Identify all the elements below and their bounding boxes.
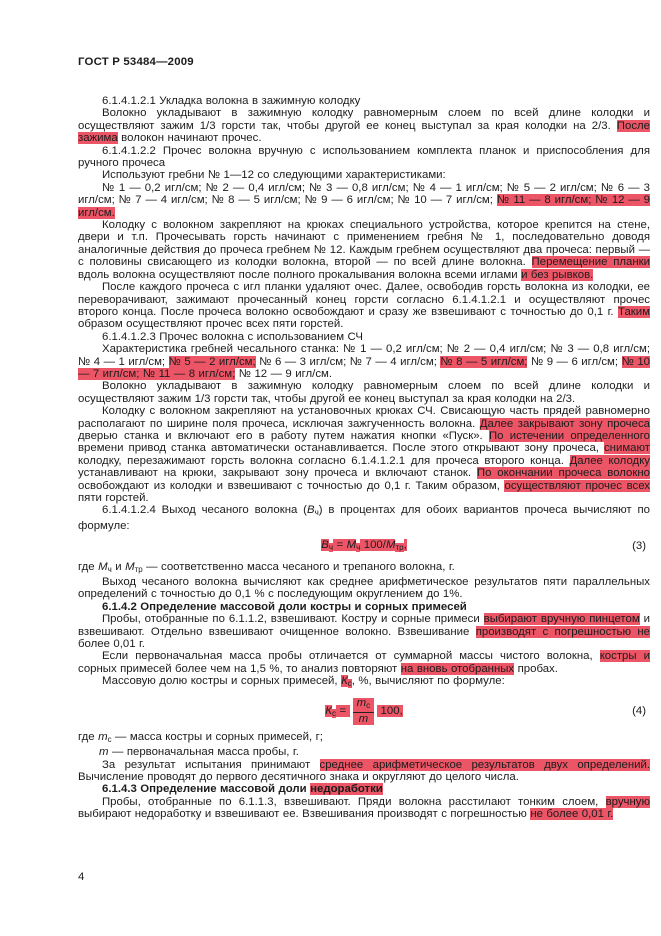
text-segment: — масса костры и сорных примесей, г; xyxy=(111,730,323,743)
highlighted-text-segment: = xyxy=(333,539,347,552)
text-segment: После каждого прочеса с игл планки удаляют очес. Далее, освободив горсть волокна из колодки, ее переворачивают, зажимают прочесанный конец горсти согласно 6.1.4.1.2.1 и осуществляют прочес второго конца. После прочеса волокно освобождают и сразу же взвешивают с точностью до 0,1 г. xyxy=(78,281,650,318)
paragraph-machine-combing xyxy=(78,405,650,504)
highlighted-text-segment: не более 0,01 г. xyxy=(530,808,614,821)
text-segment: где xyxy=(78,730,99,743)
text-segment: Пробы, отобранные по 6.1.1.3, взвешивают. Пряди волокна расстилают тонким слоем, xyxy=(102,795,606,808)
text-segment: Пробы, отобранные по 6.1.1.2, взвешивают. Костру и сорные примеси xyxy=(102,613,484,626)
highlighted-text-segment: № 11 — 8 игл/см; № 12 — 9 игл/см. xyxy=(78,194,651,219)
highlighted-text-segment: № 8 — 5 игл/см; xyxy=(440,355,528,368)
highlighted-text-segment: Далее колодку xyxy=(569,454,650,467)
highlighted-text-segment: После зажима xyxy=(78,119,650,145)
page-number: 4 xyxy=(78,871,85,883)
text-segment: ч xyxy=(314,508,319,518)
formula-4-legend-2 xyxy=(78,746,650,758)
paragraph-result-average xyxy=(78,759,650,784)
highlighted-text-segment: Далее закрывают зону прочеса xyxy=(479,417,650,430)
text-segment: сорных примесей более чем на 1,5 %, то анализ повторяют xyxy=(78,662,401,675)
paragraph-combs-list xyxy=(78,182,650,219)
text-segment: волокон начинают прочес. xyxy=(117,132,262,145)
formula-4-legend-1 xyxy=(78,731,650,746)
highlighted-text-segment: = xyxy=(335,705,350,718)
highlighted-text-segment: и без рывков. xyxy=(521,268,594,281)
text-segment: Колодку с волокном закрепляют на крюках специального устройства, которое крепится на стене, двери и т.п. Прочесывать горсть начинают с применением гребня № 1, последовательно доводя аналогичные действия до прочеса гребнем № 12. Каждым гребнем осуществляют два прочеса: первый — с половины свисающего из колодки волокна, второй — по всей длине волокна. xyxy=(78,219,650,269)
document-body xyxy=(78,95,650,821)
text-segment: 6.1.4.1.2.3 Прочес волокна с использованием СЧ xyxy=(102,330,363,343)
text-segment: пробах. xyxy=(514,662,558,675)
highlighted-text-segment: на вновь отобранных xyxy=(400,662,515,675)
fraction-numerator xyxy=(353,698,375,712)
highlighted-text-segment: производят с погрешностью не xyxy=(475,625,650,638)
text-segment: более 0,01 г. xyxy=(78,638,145,651)
text-segment: № 1 — 0,2 игл/см; № 2 — 0,4 игл/см; № 3 — 0,8 игл/см; № 4 — 1 игл/см; № 5 — 2 игл/см; № 6 — 3 игл/см; № 7 — 4 игл/см; № 8 — 5 игл/см; № 9 — 6 игл/см; № 10 — 7 игл/см; xyxy=(78,181,650,207)
text-segment: № 12 — 9 игл/см. xyxy=(235,367,333,380)
highlighted-text-segment: тр xyxy=(395,543,404,553)
text-segment: 6.1.4.2 Определение массовой доли костры и сорных примесей xyxy=(102,600,467,613)
text-segment: дверью станка и включают его в работу путем нажатия кнопки «Пуск». xyxy=(78,429,489,442)
text-segment: m xyxy=(98,730,108,743)
highlighted-text-segment: с xyxy=(347,679,352,689)
text-segment: — соответственно масса чесаного и трепаного волокна, г. xyxy=(142,560,455,573)
text-segment: В xyxy=(306,504,315,517)
text-segment: пяти горстей. xyxy=(78,492,149,504)
highlighted-text-segment: 100/ xyxy=(360,539,386,552)
text-segment: № 6 — 3 игл/см; № 7 — 4 игл/см; xyxy=(255,355,441,368)
highlighted-text-segment: В xyxy=(321,539,329,552)
text-segment: Выход чесаного волокна вычисляют как среднее арифметическое результатов пяти параллельных определений с точностью до 0,1 % с последующим округлением до 1%. xyxy=(78,576,650,601)
text-segment: времени привод станка автоматически останавливается. После этого открывают зону прочеса, xyxy=(78,442,604,455)
text-segment: 6.1.4.3 Определение массовой доли xyxy=(102,783,311,796)
text-segment: тр xyxy=(134,564,143,574)
text-segment: За результат испытания принимают xyxy=(102,758,320,771)
text-segment: где xyxy=(78,560,99,573)
highlighted-text-segment: По истечении определенного xyxy=(488,429,650,442)
highlighted-text-segment: М xyxy=(346,539,357,552)
running-header: ГОСТ Р 53484—2009 xyxy=(78,56,194,68)
fraction-denominator xyxy=(353,712,375,725)
paragraph-repeat-analysis xyxy=(78,650,650,675)
highlighted-text-segment: недоработки xyxy=(310,783,383,796)
text-segment: m xyxy=(356,696,367,709)
highlighted-text-segment: костры и xyxy=(599,650,650,663)
highlighted-text-segment: Таким xyxy=(618,305,650,318)
text-segment: Массовую долю костры и сорных примесей, xyxy=(102,675,342,688)
formula-3 xyxy=(78,532,650,560)
text-segment: m xyxy=(358,712,369,725)
highlighted-text-segment: среднее арифметическое результатов двух определений. xyxy=(319,758,651,771)
paragraph-fibre-laying-machine xyxy=(78,380,650,405)
paragraph-combs-intro xyxy=(78,169,650,181)
equation-number: (4) xyxy=(632,704,646,717)
highlighted-text-segment: осуществляют прочес всех xyxy=(504,479,650,492)
formula-4 xyxy=(78,691,650,731)
text-segment: ч xyxy=(107,564,112,574)
clause-6-1-4-1-2-2-heading xyxy=(78,145,650,170)
text-segment: с xyxy=(366,700,371,710)
text-segment: Если первоначальная масса пробы отличается от суммарной массы чистого волокна, xyxy=(102,650,600,663)
formula-3-legend xyxy=(78,561,650,576)
highlighted-text-segment: По окончании прочеса волокно xyxy=(476,467,651,480)
highlighted-text-segment: , xyxy=(403,539,407,552)
text-segment: Колодку с волокном закрепляют на установочных крюках СЧ. Свисающую часть прядей равномерно располагают по ширине поля прочеса, исключая зажгученность волокна. xyxy=(78,405,650,430)
text-segment: ) в процентах для обоих вариантов прочеса вычисляют по формуле: xyxy=(78,504,650,532)
highlighted-text-segment: Перемещение планки xyxy=(531,256,651,269)
highlighted-text-segment: снимают xyxy=(603,442,650,455)
text-segment: Используют гребни № 1—12 со следующими характеристиками: xyxy=(102,169,446,182)
paragraph-shive-formula-intro xyxy=(78,675,650,690)
paragraph-fibre-laying xyxy=(78,107,650,144)
text-segment: Характеристика гребней чесального станка: № 1 — 0,2 игл/см; № 2 — 0,4 игл/см; № 3 — 0,8 игл/см; № 4 — 1 игл/см; xyxy=(78,343,650,368)
text-segment: выбирают недоработку и взвешивают ее. Взвешивания производят с погрешностью xyxy=(78,808,531,821)
highlighted-text-segment: К xyxy=(325,705,332,718)
text-segment: вдоль волокна осуществляют после полного прокалывания волокна всеми иглами xyxy=(78,268,522,281)
formula-body xyxy=(325,696,403,725)
highlighted-text-segment: выбирают вручную пинцетом xyxy=(483,613,640,626)
text-segment: образом осуществляют прочес всех пяти горстей. xyxy=(78,318,344,331)
text-segment: и xyxy=(111,560,126,573)
highlighted-text-segment: 100, xyxy=(377,705,403,718)
text-segment: Волокно укладывают в зажимную колодку равномерным слоем по всей длине колодки и осуществляют зажим 1/3 горсти так, чтобы другой ее конец выступал за края колодки на 2/3. xyxy=(78,380,650,405)
text-segment: № 9 — 6 игл/см; xyxy=(527,355,622,368)
text-segment: устанавливают на крюки, закрывают зону прочеса и включают станок. xyxy=(78,467,477,480)
formula-body xyxy=(321,539,406,551)
clause-6-1-4-1-2-4-heading xyxy=(78,504,650,532)
clause-6-1-4-1-2-3-heading xyxy=(78,331,650,343)
highlighted-text-segment: с xyxy=(331,709,336,719)
text-segment: 6.1.4.1.2.1 Укладка волокна в зажимную колодку xyxy=(102,95,361,107)
text-segment: М xyxy=(125,560,135,573)
text-segment: 6.1.4.1.2.2 Прочес волокна вручную с использованием комплекта планок и приспособления для ручного прочеса xyxy=(78,144,650,170)
paragraph-manual-combing xyxy=(78,219,650,281)
highlighted-text-segment: ч xyxy=(356,543,361,553)
text-segment: Волокно укладывают в зажимную колодку равномерным слоем по всей длине колодки и осуществляют зажим 1/3 горсти так, чтобы другой ее конец выступал за края колодки на 2/3. xyxy=(78,107,650,132)
clause-6-1-4-3-heading xyxy=(78,783,650,795)
highlighted-text-segment: вручную xyxy=(605,795,650,808)
text-segment: 6.1.4.1.2.4 Выход чесаного волокна ( xyxy=(102,504,307,517)
paragraph-shive-weighing xyxy=(78,613,650,650)
text-segment: освобождают из колодки и взвешивают с точностью до 0,1 г. Таким образом, xyxy=(78,479,505,492)
highlighted-text-segment: № 10 — 7 игл/см; № 11 — 8 игл/см; xyxy=(78,355,650,380)
equation-number: (3) xyxy=(632,540,646,553)
highlighted-text-segment: М xyxy=(385,539,396,552)
text-segment: М xyxy=(98,560,108,573)
paragraph-after-combing xyxy=(78,281,650,331)
highlighted-text-segment: ч xyxy=(328,543,334,553)
paragraph-yield-average xyxy=(78,576,650,601)
clause-6-1-4-2-heading xyxy=(78,601,650,613)
text-segment: — первоначальная масса пробы, г. xyxy=(108,746,299,759)
paragraph-underworking xyxy=(78,796,650,821)
highlighted-text-segment: К xyxy=(341,675,348,688)
paragraph-machine-combs-list xyxy=(78,343,650,380)
text-segment: колодку, перезажимают горсть волокна согласно 6.1.4.1.2.1 для прочеса второго конца. xyxy=(78,454,570,467)
highlighted-text-segment: № 5 — 2 игл/см; xyxy=(168,355,256,368)
text-segment: m xyxy=(99,746,109,759)
fraction xyxy=(353,698,375,725)
text-segment: Вычисление проводят до первого десятичного знака и округляют до целого числа. xyxy=(78,770,519,783)
text-segment: , %, вычисляют по формуле: xyxy=(351,675,505,688)
text-segment: и взвешивают. Отдельно взвешивают очищенное волокно. Взвешивание xyxy=(78,613,650,638)
clause-6-1-4-1-2-1-heading xyxy=(78,95,650,107)
text-segment: с xyxy=(107,734,112,744)
